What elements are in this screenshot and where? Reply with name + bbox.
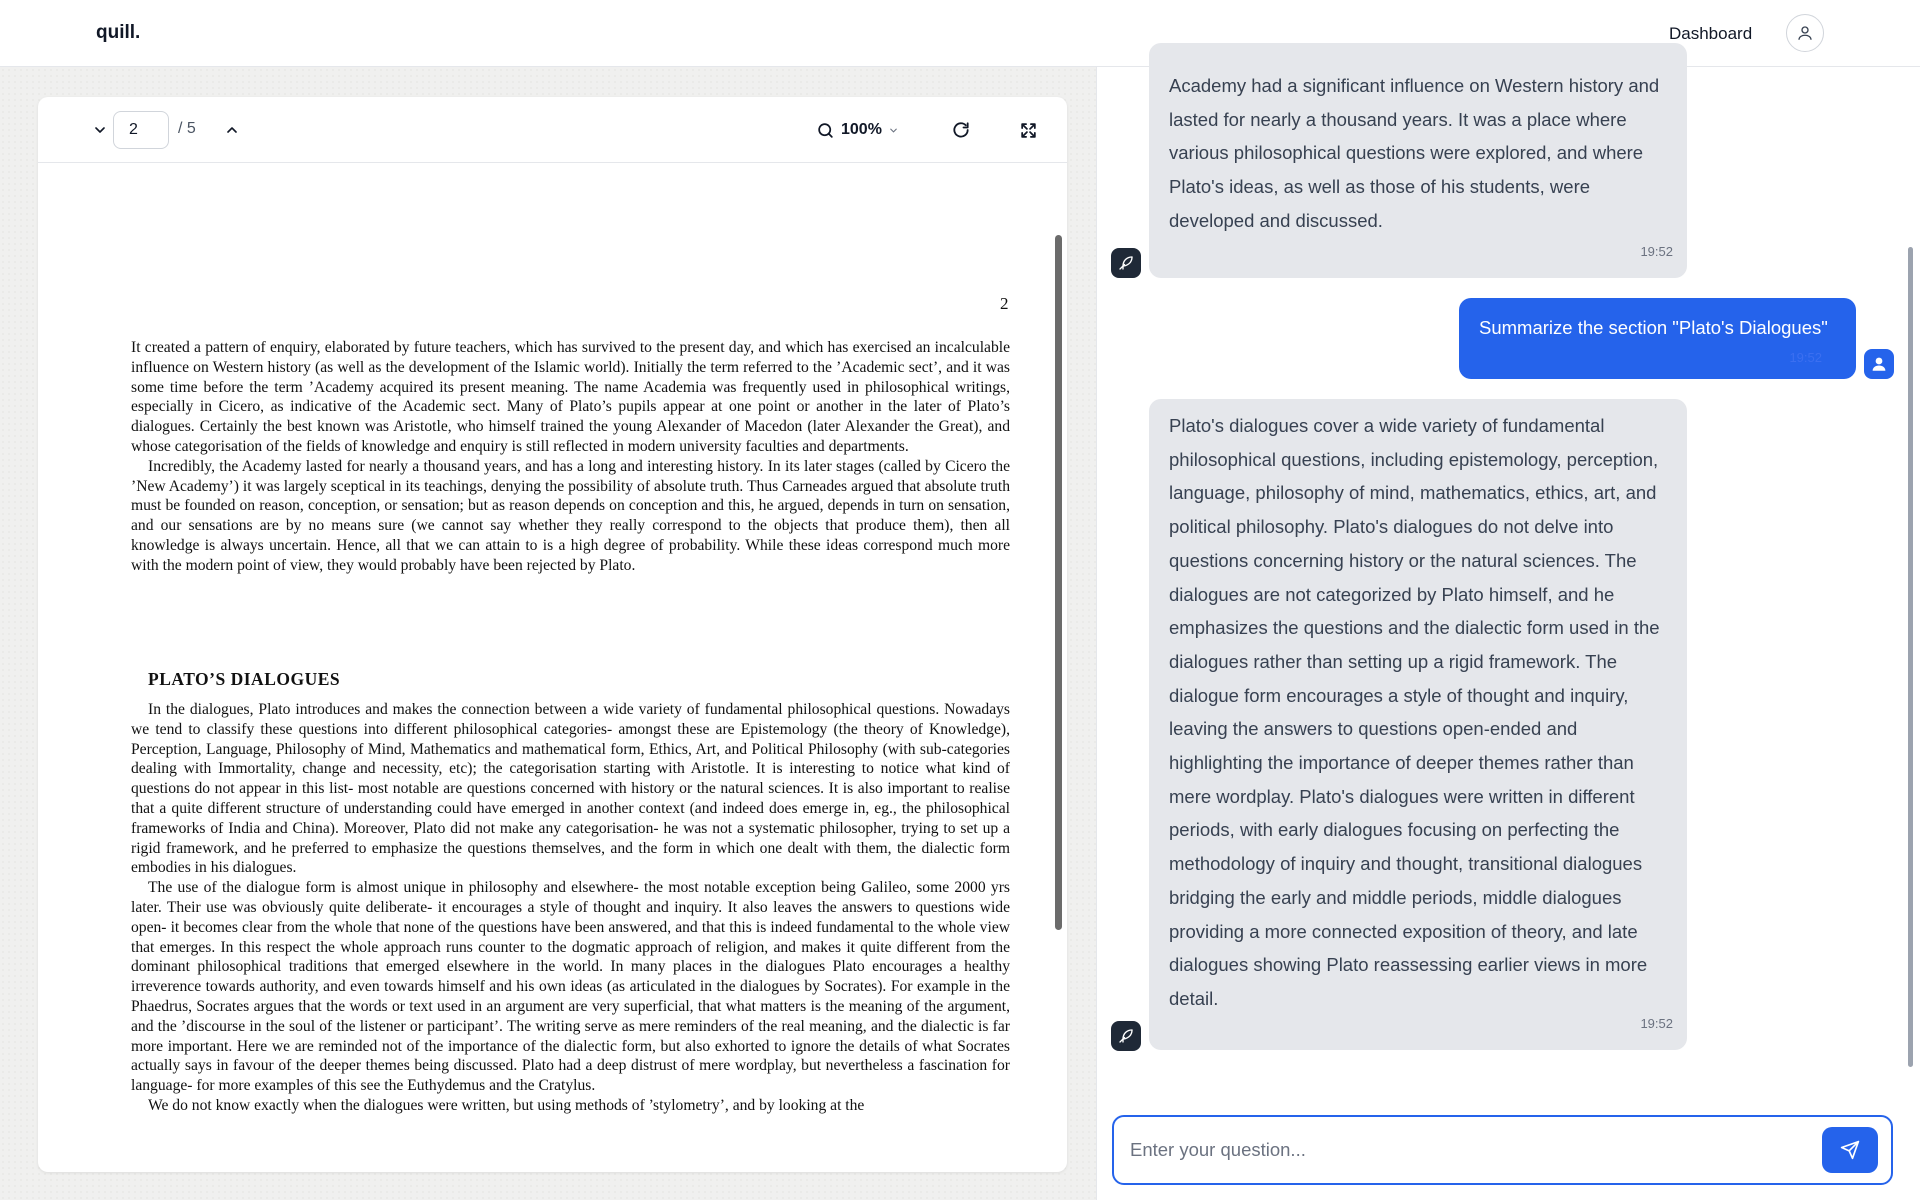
pdf-section-heading: PLATO’S DIALOGUES: [148, 669, 341, 689]
pdf-paragraph: We do not know exactly when the dialogues were written, but using methods of ’stylometry’, and by looking at the: [148, 1096, 865, 1114]
next-page-button[interactable]: [217, 115, 247, 145]
zoom-value: 100%: [841, 121, 882, 138]
rotate-icon: [951, 120, 971, 140]
pdf-card: [38, 97, 1067, 1172]
chevron-down-icon: [888, 125, 899, 136]
pdf-page-content: [38, 164, 1067, 1172]
pdf-text-block-intro: [131, 338, 1010, 576]
chat-scrollbar[interactable]: [1908, 247, 1913, 1067]
page-number-input[interactable]: [113, 111, 169, 149]
chat-panel: [1096, 67, 1920, 1200]
user-icon: [1870, 355, 1888, 373]
feather-icon: [1117, 1027, 1135, 1045]
search-icon: [816, 121, 835, 140]
message-text: Plato's dialogues cover a wide variety of fundamental philosophical questions, including epistemology, perception, language, philosophy of mind, mathematics, ethics, art, and political philosophy. Plato's dialogues do not delve into questions concerning history or the natural sciences. The dialogues are not categorized by Plato himself, and he emphasizes the questions and the dialectic form used in the dialogues rather than setting up a rigid framework. The dialogue form encourages a style of thought and inquiry, leaving the answers to questions open-ended and highlighting the importance of deeper themes rather than mere wordplay. Plato's dialogues were written in different periods, with early dialogues focusing on perfecting the methodology of inquiry and thought, transitional dialogues bridging the early and middle periods, middle dialogues providing a more connected exposition of theory, and late dialogues showing Plato reassessing earlier views in more detail.: [1169, 415, 1660, 1009]
message-text: Academy had a significant influence on Western history and lasted for nearly a thousand years. It was a place where various philosophical questions were explored, and where Plato's ideas, as well as those of his students, were developed and discussed.: [1169, 75, 1660, 231]
rotate-button[interactable]: [946, 115, 976, 145]
assistant-avatar: [1111, 248, 1141, 278]
pdf-viewer-panel: [0, 67, 1096, 1200]
user-menu-button[interactable]: [1786, 14, 1824, 52]
send-button[interactable]: [1822, 1127, 1878, 1173]
message-time: 19:52: [1789, 350, 1822, 365]
pdf-toolbar: [38, 97, 1067, 163]
message-time: 19:52: [1640, 244, 1673, 260]
page-total-label: / 5: [178, 120, 196, 137]
message-time: 19:52: [1640, 1016, 1673, 1032]
chevron-down-icon: [92, 122, 108, 138]
brand-logo[interactable]: quill.: [96, 22, 141, 43]
assistant-avatar: [1111, 1021, 1141, 1051]
user-avatar: [1864, 349, 1894, 379]
message-text: Summarize the section "Plato's Dialogues": [1479, 317, 1828, 338]
chevron-up-icon: [224, 122, 240, 138]
pdf-paragraph: Incredibly, the Academy lasted for nearly a thousand years, and has a long and interesting history. In its later stages (called by Cicero the ’New Academy’) it was largely sceptical in its teachings, denying the possibility of absolute truth. Thus Carneades argued that absolute truth must be founded on reason, conception, or sensation; but as reason depends on conception and this, he argued, depends in turn on sensation, and our sensations are by no means sure (we cannot say whether they really correspond to the objects that produce them), then all knowledge is always uncertain. Hence, all that we can attain to is a high degree of probability. While these ideas correspond much more with the modern point of view, they would probably have been rejected by Plato.: [131, 457, 1010, 574]
pdf-paragraph: The use of the dialogue form is almost unique in philosophy and elsewhere- the most notable exception being Galileo, some 2000 yrs later. Their use was obviously quite deliberate- it encourages a style of thought and inquiry. It also leaves the answers to questions wide open- it becomes clear from the whole that none of the questions have been answered, and that this is indeed fundamental to the whole view that emerges. In this respect the whole approach runs counter to the dogmatic approach of religion, and makes it quite different from the dominant philosophical traditions that emerged elsewhere in the world. In many places in the dialogues Plato encourages a healthy irreverence towards authority, and even towards himself and his own ideas (as articulated in the dialogues by Socrates). For example in the Phaedrus, Socrates argues that the words or text used in an argument are very superficial, that what matters is the meaning of the argument, and the ’discourse in the soul of the listener or participant’. The writing serve as mere reminders of the real meaning, and the dialectic is far more important. Here we are reminded not of the importance of the dialectic form, but also exhorted to ignore the details of what Socrates actually says in favour of the deeper themes being discussed. Plato had a deep distrust of mere wordplay, but nevertheless a fascination for language- for more examples of this see the Euthydemus and the Cratylus.: [131, 879, 1010, 1095]
question-input[interactable]: [1130, 1135, 1810, 1165]
pdf-scrollbar[interactable]: [1055, 235, 1062, 930]
assistant-message: [1149, 43, 1687, 278]
expand-icon: [1019, 121, 1038, 140]
pdf-page-number: 2: [1000, 294, 1009, 313]
pdf-text-block-dialogues: [131, 700, 1010, 1116]
user-message: [1459, 298, 1856, 379]
pdf-paragraph: In the dialogues, Plato introduces and makes the connection between a wide variety of fundamental philosophical questions. Nowadays we tend to classify these questions into different philosophical categories- amongst these are Epistemology (the theory of Knowledge), Perception, Language, Philosophy of Mind, Mathematics and mathematical form, Ethics, Art, and Political Philosophy (with sub-categories dealing with Immortality, change and necessity, etc); the categorisation starting with Aristotle. It is interesting to notice what kind of questions do not appear in this list- most notable are questions concerned with history or the natural sciences. It is also important to realise that a quite different structure of understanding could have emerged in another context (and indeed does emerge in, eg., the philosophical frameworks of India and China). Moreover, Plato did not make any categorisation- he was not a systematic philosopher, trying to set up a rigid framework, and he preferred to emphasize the questions themselves, and the form in which one dealt with them, the dialectic form embodies in his dialogues.: [131, 701, 1010, 877]
zoom-dropdown[interactable]: [816, 117, 899, 143]
assistant-message: [1149, 399, 1687, 1050]
fullscreen-button[interactable]: [1013, 115, 1043, 145]
pdf-paragraph: It created a pattern of enquiry, elaborated by future teachers, which has survived to the present day, and which has exercised an incalculable influence on Western history (as well as the development of the Islamic world). Initially the term referred to the ’Academic sect’, and it was some time before the term ’Academy acquired its present meaning. The name Academia was frequently used in philosophical writings, especially in Cicero, as indicative of the Academic sect. Many of Plato’s pupils appear at one point or another in the later of Plato’s dialogues. Certainly the best known was Aristotle, who himself trained the young Alexander of Macedon (later Alexander the Great), and whose categorisation of the fields of knowledge and enquiry is still reflected in modern university faculties and departments.: [131, 339, 1010, 455]
user-icon: [1796, 24, 1814, 42]
chat-input-box: [1112, 1115, 1893, 1185]
previous-page-button[interactable]: [85, 115, 115, 145]
nav-dashboard-link[interactable]: Dashboard: [1669, 24, 1753, 43]
feather-icon: [1117, 254, 1135, 272]
send-icon: [1840, 1140, 1860, 1160]
